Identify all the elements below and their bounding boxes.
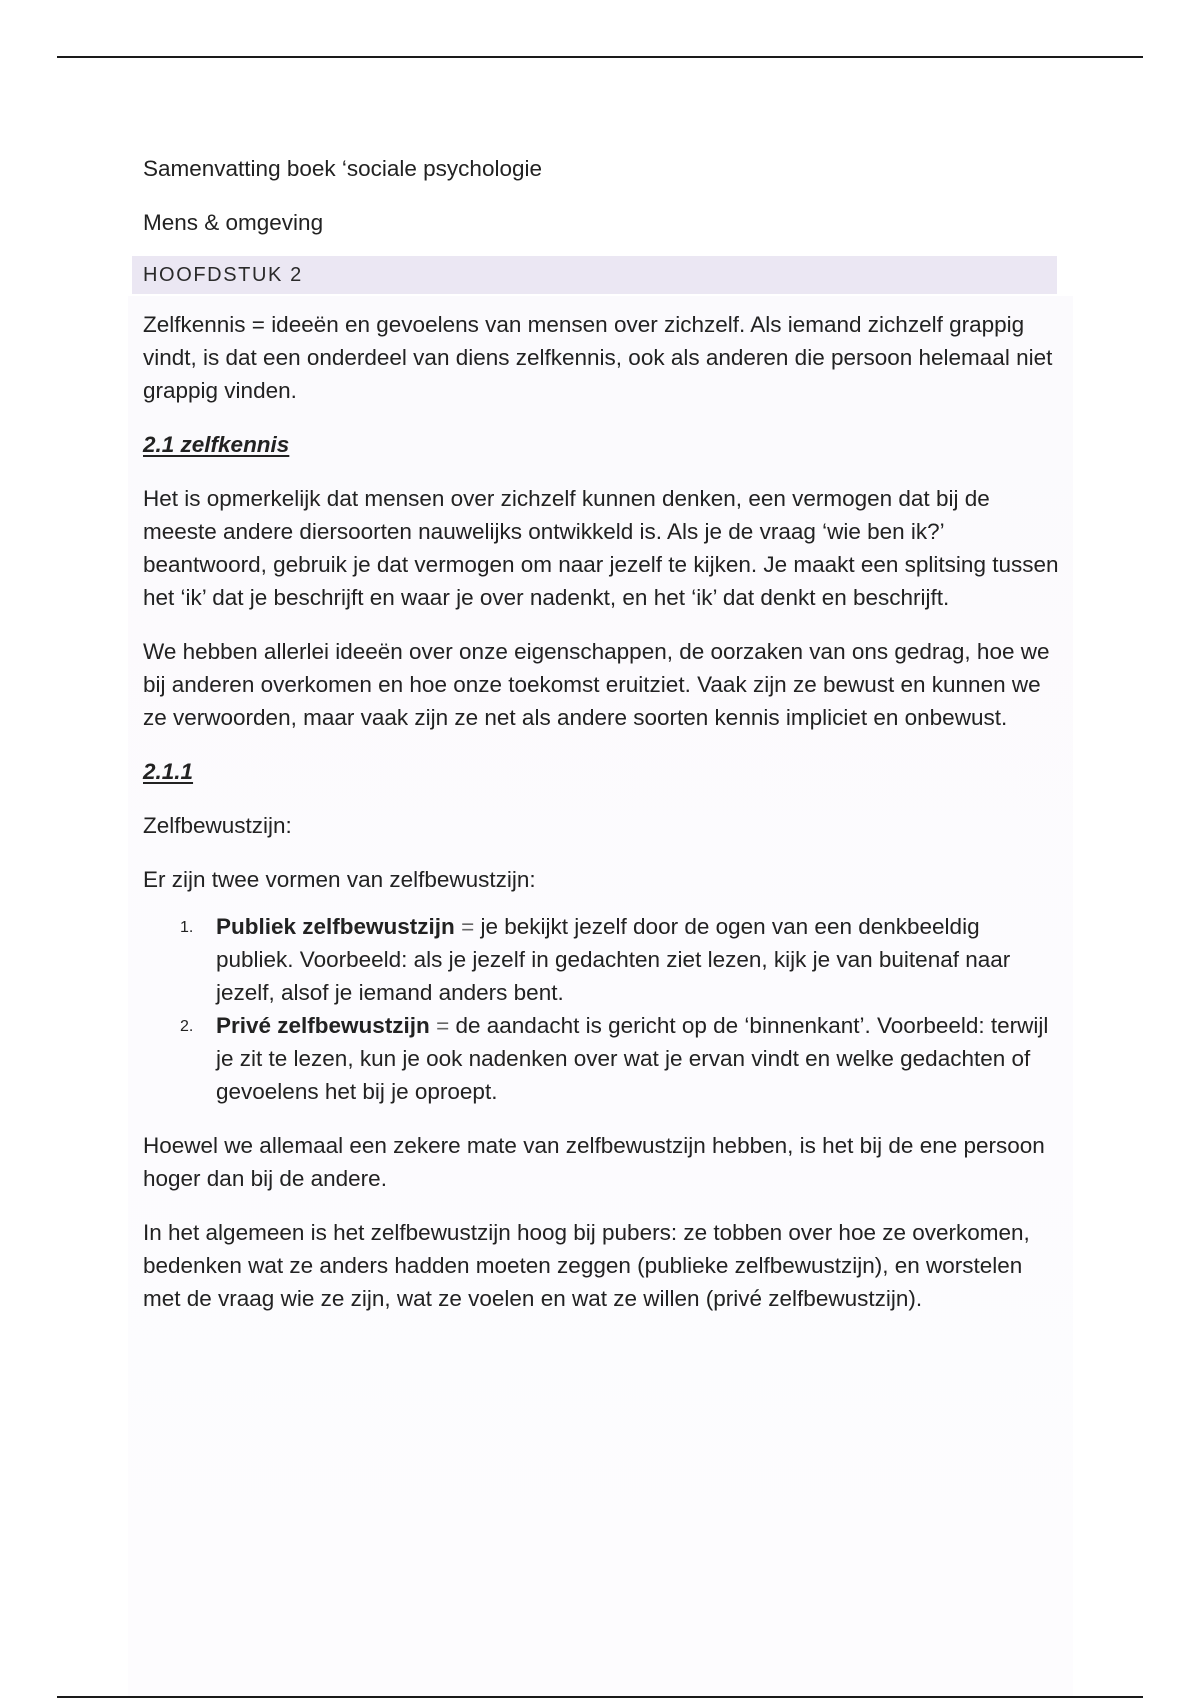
list-item-number: 2. [180, 1018, 194, 1035]
chapter-heading: HOOFDSTUK 2 [132, 256, 1057, 294]
section-2-1-1-heading: 2.1.1 [143, 759, 194, 784]
forms-list [143, 910, 1063, 1108]
zelfbewustzijn-label: Zelfbewustzijn: [143, 813, 292, 838]
paragraph-hoewel: Hoewel we allemaal een zekere mate van zelfbewustzijn hebben, is het bij de ene persoon hoger dan bij de andere. [143, 1133, 1045, 1191]
document-title: Samenvatting boek ‘sociale psychologie [143, 156, 542, 181]
paragraph-pubers: In het algemeen is het zelfbewustzijn hoog bij pubers: ze tobben over hoe ze overkomen, bedenken wat ze anders hadden moeten zeggen (publieke zelfbewustzijn), en worstelen met de vraag wie ze zijn, wat ze voelen en wat ze willen (privé zelfbewustzijn). [143, 1220, 1030, 1311]
document-body [143, 152, 1063, 1336]
list-item [143, 1009, 1063, 1108]
forms-intro: Er zijn twee vormen van zelfbewustzijn: [143, 867, 536, 892]
section-2-1-heading: 2.1 zelfkennis [143, 432, 290, 457]
section-2-1-paragraph-2: We hebben allerlei ideeën over onze eigenschappen, de oorzaken van ons gedrag, hoe we bij anderen overkomen en hoe onze toekomst eruitziet. Vaak zijn ze bewust en kunnen we ze verwoorden, maar vaak zijn ze net als andere soorten kennis impliciet en onbewust. [143, 639, 1050, 730]
list-item-text: je bekijkt jezelf door de ogen van een denkbeeldig publiek. Voorbeeld: als je jezelf in gedachten ziet lezen, kijk je van buitenaf naar jezelf, alsof je iemand anders bent. [216, 914, 1011, 1005]
list-item-text: de aandacht is gericht op de ‘binnenkant’. Voorbeeld: terwijl je zit te lezen, kun je ook nadenken over wat je ervan vindt en welke gedachten of gevoelens het bij je oproept. [216, 1013, 1049, 1104]
list-item-number: 1. [180, 919, 194, 936]
list-item-term: Privé zelfbewustzijn [216, 1013, 430, 1038]
section-2-1-paragraph-1: Het is opmerkelijk dat mensen over zichzelf kunnen denken, een vermogen dat bij de meeste andere diersoorten nauwelijks ontwikkeld is. Als je de vraag ‘wie ben ik?’ beantwoord, gebruik je dat vermogen om naar jezelf te kijken. Je maakt een splitsing tussen het ‘ik’ dat je beschrijft en waar je over nadenkt, en het ‘ik’ dat denkt en beschrijft. [143, 486, 1059, 610]
list-item-separator: = [436, 1013, 450, 1038]
list-item-term: Publiek zelfbewustzijn [216, 914, 455, 939]
top-rule [57, 56, 1143, 58]
list-item-separator: = [461, 914, 475, 939]
document-subtitle: Mens & omgeving [143, 210, 324, 235]
intro-paragraph: Zelfkennis = ideeën en gevoelens van mensen over zichzelf. Als iemand zichzelf grappig vindt, is dat een onderdeel van diens zelfkennis, ook als anderen die persoon helemaal niet grappig vinden. [143, 312, 1053, 403]
bottom-rule [57, 1696, 1143, 1698]
list-item [143, 910, 1063, 1009]
